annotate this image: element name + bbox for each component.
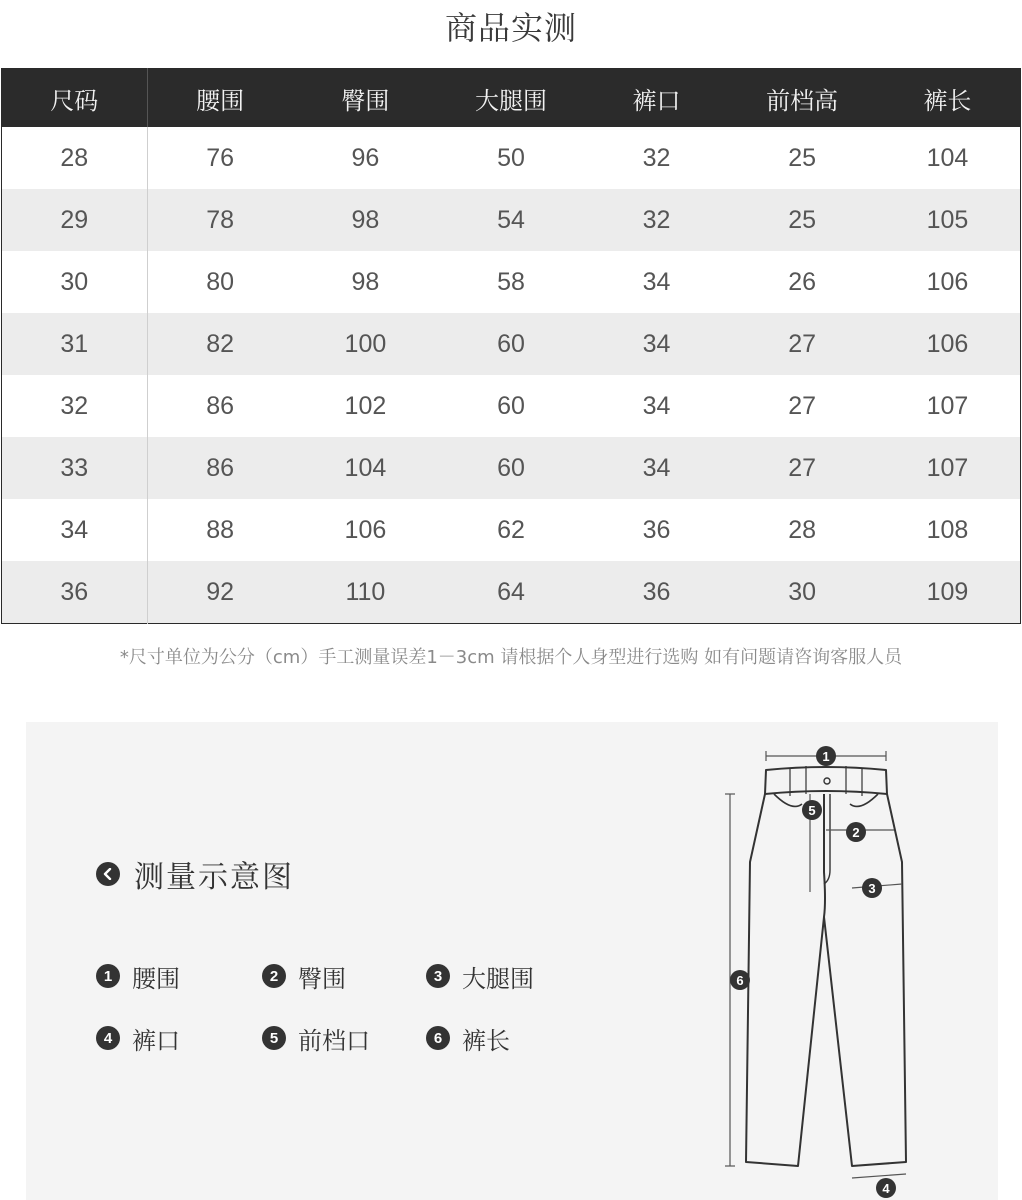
table-header: 尺码 — [2, 69, 148, 128]
guide-heading-text: 测量示意图 — [134, 860, 294, 895]
chevron-left-icon — [96, 862, 120, 886]
table-header: 前档高 — [729, 69, 875, 128]
table-cell: 27 — [729, 313, 875, 375]
table-cell: 34 — [584, 437, 730, 499]
table-cell: 64 — [438, 561, 584, 624]
table-cell: 109 — [875, 561, 1021, 624]
svg-text:4: 4 — [882, 1181, 890, 1196]
table-cell: 32 — [2, 375, 148, 437]
legend-item-thigh — [426, 960, 534, 992]
table-cell: 28 — [729, 499, 875, 561]
table-row — [2, 313, 1021, 375]
table-cell: 32 — [584, 127, 730, 189]
waistband-outline — [765, 767, 887, 794]
table-row — [2, 437, 1021, 499]
table-cell: 100 — [293, 313, 439, 375]
table-cell: 60 — [438, 437, 584, 499]
table-cell: 60 — [438, 375, 584, 437]
table-header: 裤长 — [875, 69, 1021, 128]
svg-text:1: 1 — [822, 749, 830, 764]
diagram-marker-5 — [802, 800, 822, 820]
table-cell: 25 — [729, 127, 875, 189]
table-row — [2, 561, 1021, 624]
table-cell: 107 — [875, 375, 1021, 437]
table-row — [2, 127, 1021, 189]
table-cell: 54 — [438, 189, 584, 251]
page-title: 商品实测 — [444, 9, 577, 47]
table-cell: 86 — [147, 437, 293, 499]
table-cell: 104 — [875, 127, 1021, 189]
table-header-row — [2, 69, 1021, 128]
table-cell: 107 — [875, 437, 1021, 499]
measurement-guide-panel — [26, 722, 998, 1200]
table-cell: 105 — [875, 189, 1021, 251]
svg-text:6: 6 — [736, 973, 744, 988]
table-row — [2, 375, 1021, 437]
table-cell: 106 — [875, 251, 1021, 313]
guide-heading — [96, 854, 294, 894]
number-badge: 3 — [426, 964, 450, 988]
table-cell: 58 — [438, 251, 584, 313]
svg-text:3: 3 — [868, 881, 876, 896]
number-badge: 6 — [426, 1026, 450, 1050]
pants-outline — [746, 794, 906, 1166]
diagram-marker-3 — [862, 878, 882, 898]
button-icon — [824, 778, 830, 784]
legend-label: 臀围 — [298, 964, 346, 993]
table-cell: 29 — [2, 189, 148, 251]
legend-item-hip — [262, 960, 346, 992]
table-cell: 50 — [438, 127, 584, 189]
legend-label: 裤口 — [132, 1026, 180, 1055]
number-badge: 5 — [262, 1026, 286, 1050]
legend-item-front-rise — [262, 1022, 370, 1054]
table-cell: 104 — [293, 437, 439, 499]
svg-text:5: 5 — [808, 803, 816, 818]
table-row — [2, 499, 1021, 561]
table-row — [2, 251, 1021, 313]
table-cell: 86 — [147, 375, 293, 437]
size-table — [1, 68, 1021, 624]
table-cell: 27 — [729, 375, 875, 437]
legend-label: 大腿围 — [462, 964, 534, 993]
diagram-marker-2 — [846, 822, 866, 842]
legend-item-leg-opening — [96, 1022, 180, 1054]
table-cell: 34 — [584, 313, 730, 375]
legend-label: 裤长 — [462, 1026, 510, 1055]
table-cell: 31 — [2, 313, 148, 375]
table-cell: 34 — [584, 251, 730, 313]
table-cell: 26 — [729, 251, 875, 313]
table-cell: 82 — [147, 313, 293, 375]
table-cell: 36 — [584, 499, 730, 561]
table-cell: 76 — [147, 127, 293, 189]
number-badge: 4 — [96, 1026, 120, 1050]
table-cell: 88 — [147, 499, 293, 561]
table-header: 臀围 — [293, 69, 439, 128]
table-cell: 102 — [293, 375, 439, 437]
table-cell: 80 — [147, 251, 293, 313]
legend-label: 前档口 — [298, 1026, 370, 1055]
table-cell: 92 — [147, 561, 293, 624]
svg-text:2: 2 — [852, 825, 860, 840]
table-cell: 25 — [729, 189, 875, 251]
table-cell: 33 — [2, 437, 148, 499]
table-header: 腰围 — [147, 69, 293, 128]
table-cell: 28 — [2, 127, 148, 189]
legend-label: 腰围 — [132, 964, 180, 993]
table-cell: 106 — [875, 313, 1021, 375]
legend-item-length — [426, 1022, 510, 1054]
table-cell: 96 — [293, 127, 439, 189]
table-cell: 30 — [2, 251, 148, 313]
table-cell: 34 — [584, 375, 730, 437]
pants-diagram — [706, 742, 946, 1200]
table-cell: 106 — [293, 499, 439, 561]
table-header: 大腿围 — [438, 69, 584, 128]
right-pocket — [850, 794, 878, 806]
opening-measure-line — [852, 1174, 906, 1178]
table-cell: 110 — [293, 561, 439, 624]
diagram-marker-1 — [816, 746, 836, 766]
measurement-note: *尺寸单位为公分（cm）手工测量误差1－3cm 请根据个人身型进行选购 如有问题请咨询客服人员 — [119, 647, 903, 668]
table-cell: 36 — [584, 561, 730, 624]
table-cell: 27 — [729, 437, 875, 499]
table-cell: 78 — [147, 189, 293, 251]
table-cell: 108 — [875, 499, 1021, 561]
left-pocket — [774, 794, 802, 806]
diagram-marker-4 — [876, 1178, 896, 1198]
table-cell: 60 — [438, 313, 584, 375]
table-cell: 32 — [584, 189, 730, 251]
table-cell: 36 — [2, 561, 148, 624]
number-badge: 2 — [262, 964, 286, 988]
table-header: 裤口 — [584, 69, 730, 128]
table-row — [2, 189, 1021, 251]
table-cell: 98 — [293, 189, 439, 251]
table-cell: 62 — [438, 499, 584, 561]
number-badge: 1 — [96, 964, 120, 988]
diagram-marker-6 — [730, 970, 750, 990]
table-cell: 34 — [2, 499, 148, 561]
legend-item-waist — [96, 960, 180, 992]
table-cell: 30 — [729, 561, 875, 624]
table-cell: 98 — [293, 251, 439, 313]
fly-line — [824, 794, 825, 917]
